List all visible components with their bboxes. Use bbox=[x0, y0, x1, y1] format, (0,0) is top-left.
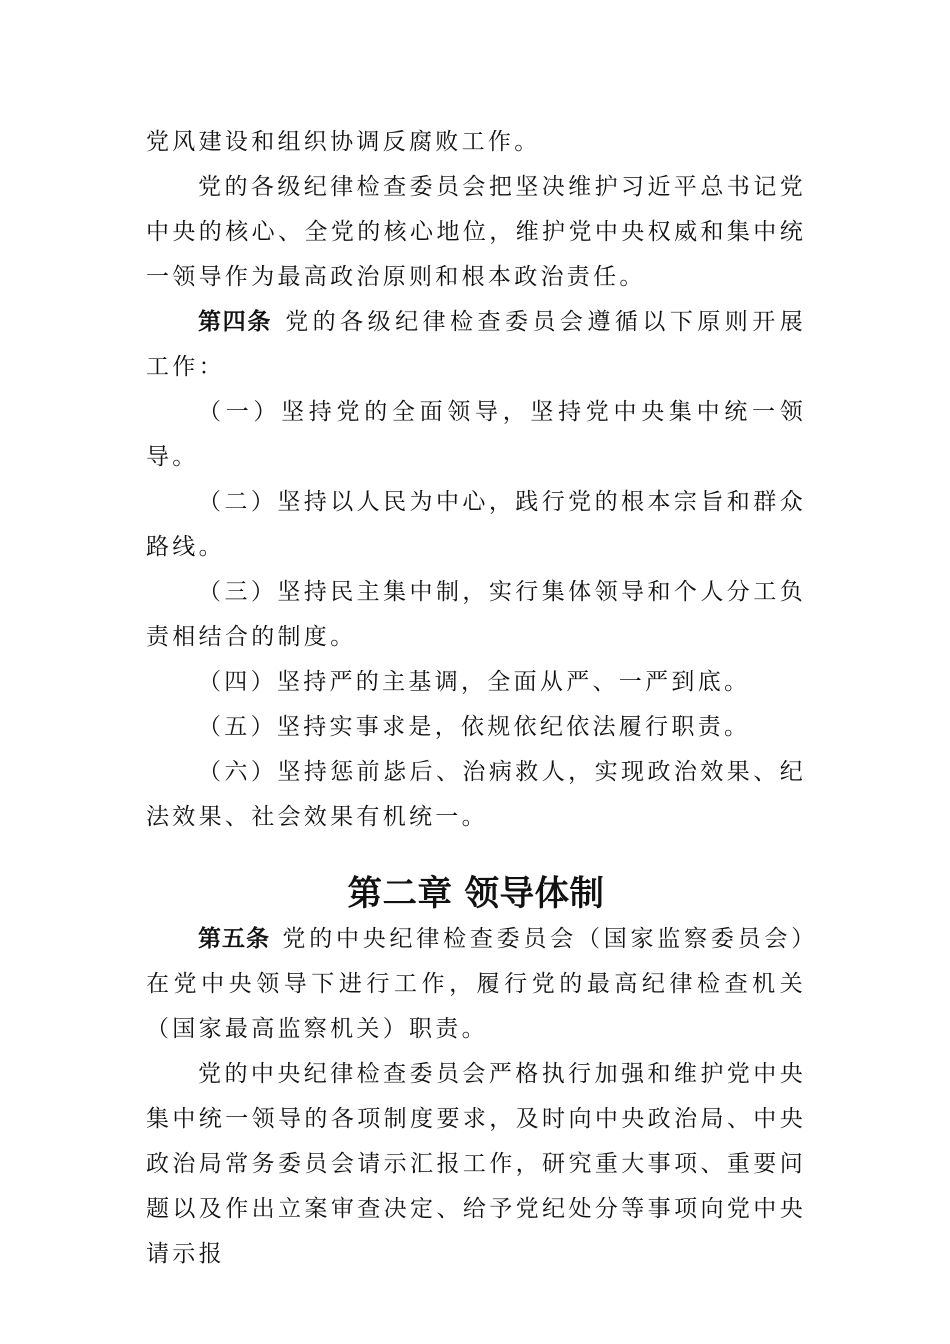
paragraph-central-commission: 党的中央纪律检查委员会严格执行加强和维护党中央集中统一领导的各项制度要求，及时向中央政治局、中央政治局常务委员会请示汇报工作，研究重大事项、重要问题以及作出立案审查决定、给予党纪处分等事项向党中央请示报 bbox=[146, 1061, 806, 1267]
chapter-number: 第二章 bbox=[347, 874, 453, 914]
article-4-heading: 第四条 bbox=[198, 309, 273, 335]
principle-item-5: （五）坚持实事求是，依规依纪依法履行职责。 bbox=[198, 714, 751, 740]
chapter-title bbox=[146, 872, 806, 917]
paragraph-continuation: 党风建设和组织协调反腐败工作。 bbox=[146, 129, 541, 155]
principle-item-4: （四）坚持严的主基调，全面从严、一严到底。 bbox=[198, 669, 751, 695]
chapter-name: 领导体制 bbox=[464, 874, 605, 914]
paragraph-core-principle: 党的各级纪律检查委员会把坚决维护习近平总书记党中央的核心、全党的核心地位，维护党中央权威和集中统一领导作为最高政治原则和根本政治责任。 bbox=[146, 174, 806, 290]
principle-item-3: （三）坚持民主集中制，实行集体领导和个人分工负责相结合的制度。 bbox=[146, 579, 806, 650]
article-5-body: 党的中央纪律检查委员会（国家监察委员会）在党中央领导下进行工作，履行党的最高纪律检查机关（国家最高监察机关）职责。 bbox=[146, 926, 807, 1042]
principle-item-1: （一）坚持党的全面领导，坚持党中央集中统一领导。 bbox=[146, 399, 806, 470]
article-5-heading: 第五条 bbox=[198, 926, 270, 952]
article-4-body: 党的各级纪律检查委员会遵循以下原则开展工作： bbox=[146, 309, 807, 380]
principle-item-2: （二）坚持以人民为中心，践行党的根本宗旨和群众路线。 bbox=[146, 489, 806, 560]
principle-item-6: （六）坚持惩前毖后、治病救人，实现政治效果、纪法效果、社会效果有机统一。 bbox=[146, 759, 806, 830]
article-4 bbox=[146, 300, 806, 390]
article-5 bbox=[146, 917, 806, 1052]
document-page bbox=[146, 120, 806, 1277]
